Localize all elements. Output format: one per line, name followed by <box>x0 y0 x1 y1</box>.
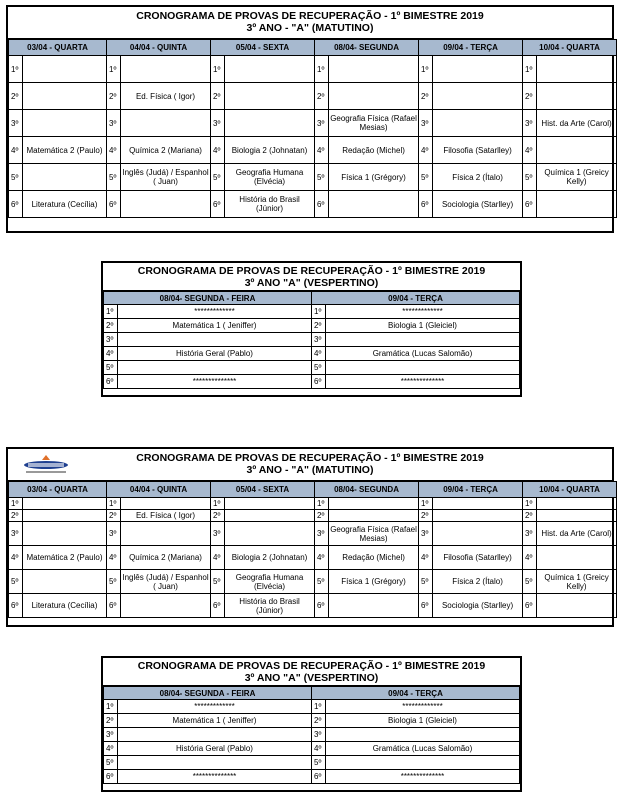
schedule-title <box>8 7 612 39</box>
header-day: 10/04 - QUARTA <box>523 40 617 56</box>
exam-cell: Geografia Humana (Elvécia) <box>225 570 315 594</box>
exam-cell: Geografia Humana (Elvécia) <box>225 164 315 191</box>
period-number: 5º <box>315 164 329 191</box>
period-number: 5º <box>312 756 326 770</box>
title-line-1: CRONOGRAMA DE PROVAS DE RECUPERAÇÃO - 1º BIMESTRE 2019 <box>136 452 484 464</box>
exam-cell <box>118 361 312 375</box>
school-logo-icon <box>20 454 72 476</box>
period-number: 2º <box>312 714 326 728</box>
period-number: 1º <box>104 700 118 714</box>
exam-cell <box>326 756 520 770</box>
period-number: 3º <box>9 522 23 546</box>
exam-cell <box>121 498 211 510</box>
exam-cell <box>537 191 617 218</box>
exam-cell <box>23 56 107 83</box>
period-number: 5º <box>523 570 537 594</box>
exam-cell: Filosofia (Satarlley) <box>433 137 523 164</box>
period-number: 3º <box>312 333 326 347</box>
header-day: 04/04 - QUINTA <box>107 482 211 498</box>
exam-cell <box>23 522 107 546</box>
period-number: 4º <box>107 137 121 164</box>
exam-cell: ************* <box>118 700 312 714</box>
exam-cell <box>23 498 107 510</box>
exam-cell <box>23 570 107 594</box>
period-number: 2º <box>312 319 326 333</box>
exam-cell: Gramática (Lucas Salomão) <box>326 347 520 361</box>
exam-cell: Matemática 1 ( Jeniffer) <box>118 319 312 333</box>
exam-cell: ************** <box>118 770 312 784</box>
period-number: 6º <box>419 594 433 618</box>
period-number: 2º <box>523 83 537 110</box>
exam-cell <box>23 83 107 110</box>
title-line-2: 3º ANO "A" (VESPERTINO) <box>244 277 379 289</box>
table-row <box>104 728 520 742</box>
period-number: 5º <box>211 570 225 594</box>
exam-cell <box>23 164 107 191</box>
table-row <box>104 770 520 784</box>
exam-cell: Física 2 (Ítalo) <box>433 164 523 191</box>
table-row <box>9 110 617 137</box>
header-day: 09/04 - TERÇA <box>419 40 523 56</box>
table-row <box>104 714 520 728</box>
period-number: 1º <box>312 700 326 714</box>
schedule-table <box>103 291 520 389</box>
period-number: 1º <box>419 56 433 83</box>
exam-cell: Hist. da Arte (Carol) <box>537 522 617 546</box>
period-number: 1º <box>523 498 537 510</box>
schedule-vespertino-1 <box>101 261 522 397</box>
period-number: 5º <box>9 570 23 594</box>
table-row <box>104 700 520 714</box>
exam-cell: História Geral (Pablo) <box>118 742 312 756</box>
period-number: 4º <box>104 347 118 361</box>
period-number: 4º <box>9 546 23 570</box>
exam-cell <box>329 498 419 510</box>
exam-cell <box>225 56 315 83</box>
period-number: 1º <box>211 498 225 510</box>
period-number: 2º <box>104 714 118 728</box>
exam-cell: Ed. Física ( Igor) <box>121 83 211 110</box>
period-number: 3º <box>315 110 329 137</box>
period-number: 4º <box>9 137 23 164</box>
title-line-2: 3º ANO "A" (VESPERTINO) <box>244 672 379 684</box>
exam-cell: Literatura (Cecília) <box>23 191 107 218</box>
period-number: 6º <box>312 375 326 389</box>
exam-cell: ************** <box>326 770 520 784</box>
period-number: 3º <box>211 522 225 546</box>
exam-cell <box>326 361 520 375</box>
exam-cell <box>121 594 211 618</box>
period-number: 3º <box>9 110 23 137</box>
exam-cell: Geografia Física (Rafael Mesias) <box>329 110 419 137</box>
period-number: 1º <box>107 498 121 510</box>
exam-cell <box>329 191 419 218</box>
period-number: 5º <box>9 164 23 191</box>
table-row <box>104 347 520 361</box>
exam-cell <box>121 522 211 546</box>
header-day: 09/04 - TERÇA <box>419 482 523 498</box>
exam-cell <box>118 756 312 770</box>
period-number: 4º <box>312 347 326 361</box>
period-number: 6º <box>9 594 23 618</box>
period-number: 5º <box>315 570 329 594</box>
period-number: 2º <box>9 83 23 110</box>
exam-cell: Literatura (Cecília) <box>23 594 107 618</box>
table-row <box>9 164 617 191</box>
period-number: 6º <box>315 594 329 618</box>
period-number: 1º <box>312 305 326 319</box>
exam-cell: Redação (Michel) <box>329 546 419 570</box>
period-number: 6º <box>104 375 118 389</box>
period-number: 3º <box>312 728 326 742</box>
period-number: 4º <box>523 546 537 570</box>
exam-cell <box>537 546 617 570</box>
period-number: 3º <box>523 522 537 546</box>
table-row <box>104 375 520 389</box>
period-number: 4º <box>419 137 433 164</box>
exam-cell <box>23 510 107 522</box>
period-number: 4º <box>419 546 433 570</box>
exam-cell <box>433 498 523 510</box>
period-number: 1º <box>107 56 121 83</box>
period-number: 6º <box>107 191 121 218</box>
table-row <box>9 570 617 594</box>
period-number: 2º <box>211 510 225 522</box>
period-number: 2º <box>315 83 329 110</box>
period-number: 2º <box>107 83 121 110</box>
header-day: 09/04 - TERÇA <box>312 687 520 700</box>
schedule-table <box>8 39 617 218</box>
header-day: 09/04 - TERÇA <box>312 292 520 305</box>
exam-cell <box>433 522 523 546</box>
exam-cell: Química 2 (Mariana) <box>121 137 211 164</box>
exam-cell <box>121 110 211 137</box>
period-number: 5º <box>104 756 118 770</box>
period-number: 2º <box>419 510 433 522</box>
exam-cell: ************** <box>118 375 312 389</box>
exam-cell: Sociologia (Starlley) <box>433 191 523 218</box>
period-number: 6º <box>315 191 329 218</box>
schedule-vespertino-2 <box>101 656 522 792</box>
title-line-1: CRONOGRAMA DE PROVAS DE RECUPERAÇÃO - 1º BIMESTRE 2019 <box>137 265 486 277</box>
table-row <box>9 191 617 218</box>
period-number: 5º <box>419 570 433 594</box>
schedule-table <box>103 686 520 784</box>
table-row <box>104 319 520 333</box>
exam-cell <box>118 333 312 347</box>
schedule-table <box>8 481 617 618</box>
period-number: 5º <box>419 164 433 191</box>
period-number: 2º <box>104 319 118 333</box>
header-day: 05/04 - SEXTA <box>211 482 315 498</box>
exam-cell: Matemática 2 (Paulo) <box>23 137 107 164</box>
schedule-title <box>103 263 520 291</box>
period-number: 1º <box>9 498 23 510</box>
exam-cell: Química 1 (Greicy Kelly) <box>537 164 617 191</box>
header-day: 08/04- SEGUNDA <box>315 40 419 56</box>
period-number: 2º <box>211 83 225 110</box>
period-number: 3º <box>523 110 537 137</box>
title-line-1: CRONOGRAMA DE PROVAS DE RECUPERAÇÃO - 1º BIMESTRE 2019 <box>136 10 484 22</box>
schedule-matutino-2 <box>6 447 614 627</box>
exam-cell: História do Brasil (Júnior) <box>225 191 315 218</box>
exam-cell: Ed. Física ( Igor) <box>121 510 211 522</box>
exam-cell <box>537 594 617 618</box>
exam-cell: ************* <box>118 305 312 319</box>
exam-cell: Matemática 1 ( Jeniffer) <box>118 714 312 728</box>
period-number: 6º <box>9 191 23 218</box>
exam-cell: Biologia 1 (Gleiciel) <box>326 714 520 728</box>
period-number: 5º <box>211 164 225 191</box>
exam-cell: Geografia Física (Rafael Mesias) <box>329 522 419 546</box>
period-number: 4º <box>104 742 118 756</box>
exam-cell <box>537 56 617 83</box>
period-number: 5º <box>104 361 118 375</box>
exam-cell <box>537 137 617 164</box>
exam-cell <box>326 333 520 347</box>
period-number: 2º <box>315 510 329 522</box>
period-number: 1º <box>9 56 23 83</box>
exam-cell <box>433 510 523 522</box>
exam-cell <box>537 510 617 522</box>
period-number: 3º <box>104 333 118 347</box>
exam-cell: Inglês (Judá) / Espanhol ( Juan) <box>121 570 211 594</box>
exam-cell: Química 2 (Mariana) <box>121 546 211 570</box>
exam-cell <box>433 83 523 110</box>
period-number: 4º <box>211 546 225 570</box>
exam-cell: Hist. da Arte (Carol) <box>537 110 617 137</box>
period-number: 1º <box>419 498 433 510</box>
exam-cell: Física 1 (Grégory) <box>329 570 419 594</box>
table-row <box>9 137 617 164</box>
period-number: 2º <box>9 510 23 522</box>
period-number: 6º <box>211 191 225 218</box>
exam-cell: Redação (Michel) <box>329 137 419 164</box>
exam-cell <box>329 594 419 618</box>
table-row <box>104 361 520 375</box>
period-number: 3º <box>104 728 118 742</box>
exam-cell <box>329 83 419 110</box>
period-number: 4º <box>315 546 329 570</box>
header-day: 03/04 - QUARTA <box>9 40 107 56</box>
exam-cell: ************** <box>326 375 520 389</box>
period-number: 6º <box>104 770 118 784</box>
exam-cell: História Geral (Pablo) <box>118 347 312 361</box>
exam-cell: ************* <box>326 305 520 319</box>
table-row <box>9 56 617 83</box>
exam-cell: ************* <box>326 700 520 714</box>
schedule-matutino-1 <box>6 5 614 233</box>
period-number: 4º <box>523 137 537 164</box>
period-number: 3º <box>211 110 225 137</box>
header-day: 08/04- SEGUNDA - FEIRA <box>104 687 312 700</box>
table-row <box>9 594 617 618</box>
table-row <box>9 498 617 510</box>
exam-cell: Biologia 2 (Johnatan) <box>225 546 315 570</box>
period-number: 6º <box>523 191 537 218</box>
period-number: 5º <box>107 570 121 594</box>
exam-cell <box>225 110 315 137</box>
period-number: 1º <box>315 498 329 510</box>
header-day: 10/04 - QUARTA <box>523 482 617 498</box>
exam-cell <box>329 510 419 522</box>
period-number: 3º <box>315 522 329 546</box>
exam-cell: Gramática (Lucas Salomão) <box>326 742 520 756</box>
table-row <box>9 83 617 110</box>
title-line-2: 3º ANO - "A" (MATUTINO) <box>246 22 374 34</box>
exam-cell: Filosofia (Satarlley) <box>433 546 523 570</box>
period-number: 1º <box>523 56 537 83</box>
exam-cell: Física 2 (Ítalo) <box>433 570 523 594</box>
period-number: 2º <box>419 83 433 110</box>
schedule-title <box>8 449 612 481</box>
period-number: 6º <box>523 594 537 618</box>
period-number: 3º <box>107 522 121 546</box>
period-number: 3º <box>107 110 121 137</box>
exam-cell: Física 1 (Grégory) <box>329 164 419 191</box>
exam-cell <box>118 728 312 742</box>
exam-cell <box>537 498 617 510</box>
exam-cell <box>225 522 315 546</box>
period-number: 3º <box>419 522 433 546</box>
exam-cell: Matemática 2 (Paulo) <box>23 546 107 570</box>
exam-cell <box>326 728 520 742</box>
period-number: 2º <box>523 510 537 522</box>
header-day: 08/04- SEGUNDA - FEIRA <box>104 292 312 305</box>
period-number: 5º <box>107 164 121 191</box>
header-day: 05/04 - SEXTA <box>211 40 315 56</box>
table-row <box>104 742 520 756</box>
exam-cell: Química 1 (Greicy Kelly) <box>537 570 617 594</box>
table-row <box>9 546 617 570</box>
period-number: 4º <box>107 546 121 570</box>
period-number: 6º <box>211 594 225 618</box>
exam-cell <box>225 510 315 522</box>
period-number: 1º <box>315 56 329 83</box>
exam-cell <box>433 110 523 137</box>
header-day: 08/04- SEGUNDA <box>315 482 419 498</box>
exam-cell <box>537 83 617 110</box>
title-line-2: 3º ANO - "A" (MATUTINO) <box>246 464 374 476</box>
period-number: 4º <box>211 137 225 164</box>
table-row <box>9 510 617 522</box>
exam-cell: Inglês (Judá) / Espanhol ( Juan) <box>121 164 211 191</box>
exam-cell <box>121 56 211 83</box>
exam-cell: História do Brasil (Júnior) <box>225 594 315 618</box>
exam-cell: Biologia 1 (Gleiciel) <box>326 319 520 333</box>
exam-cell: Biologia 2 (Johnatan) <box>225 137 315 164</box>
period-number: 2º <box>107 510 121 522</box>
period-number: 6º <box>419 191 433 218</box>
header-day: 04/04 - QUINTA <box>107 40 211 56</box>
exam-cell <box>329 56 419 83</box>
table-row <box>104 756 520 770</box>
exam-cell <box>23 110 107 137</box>
schedule-title <box>103 658 520 686</box>
period-number: 5º <box>312 361 326 375</box>
period-number: 6º <box>107 594 121 618</box>
header-day: 03/04 - QUARTA <box>9 482 107 498</box>
table-row <box>104 305 520 319</box>
period-number: 6º <box>312 770 326 784</box>
title-line-1: CRONOGRAMA DE PROVAS DE RECUPERAÇÃO - 1º BIMESTRE 2019 <box>137 660 486 672</box>
exam-cell: Sociologia (Starlley) <box>433 594 523 618</box>
period-number: 1º <box>211 56 225 83</box>
period-number: 3º <box>419 110 433 137</box>
exam-cell <box>433 56 523 83</box>
table-row <box>104 333 520 347</box>
period-number: 4º <box>315 137 329 164</box>
exam-cell <box>121 191 211 218</box>
period-number: 4º <box>312 742 326 756</box>
period-number: 1º <box>104 305 118 319</box>
exam-cell <box>225 498 315 510</box>
exam-cell <box>225 83 315 110</box>
period-number: 5º <box>523 164 537 191</box>
table-row <box>9 522 617 546</box>
